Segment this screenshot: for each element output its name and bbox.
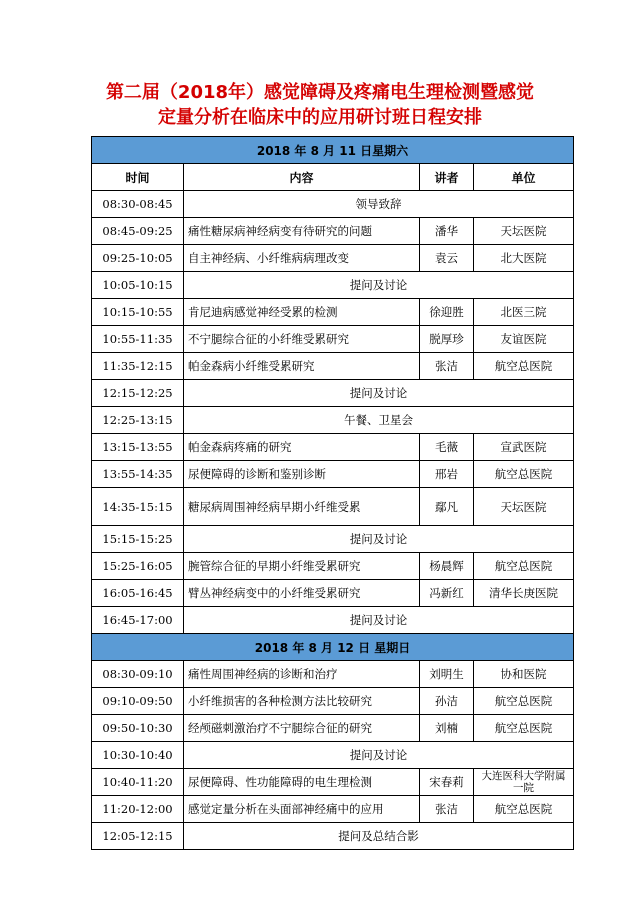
session-topic: 尿便障碍的诊断和鉴别诊断 xyxy=(184,461,420,488)
session-time: 09:10-09:50 xyxy=(92,688,184,715)
session-topic: 经颅磁刺激治疗不宁腿综合征的研究 xyxy=(184,715,420,742)
session-unit: 航空总医院 xyxy=(474,353,574,380)
table-row xyxy=(92,299,574,326)
session-time: 09:25-10:05 xyxy=(92,245,184,272)
session-topic: 自主神经病、小纤维病病理改变 xyxy=(184,245,420,272)
session-time: 10:15-10:55 xyxy=(92,299,184,326)
table-row xyxy=(92,272,574,299)
session-topic: 糖尿病周围神经病早期小纤维受累 xyxy=(184,488,420,526)
page-title xyxy=(0,80,640,130)
session-time: 10:55-11:35 xyxy=(92,326,184,353)
session-note: 午餐、卫星会 xyxy=(184,407,574,434)
session-unit: 清华长庚医院 xyxy=(474,580,574,607)
session-note: 领导致辞 xyxy=(184,191,574,218)
session-speaker: 宋春莉 xyxy=(420,769,474,796)
day-heading-row xyxy=(92,137,574,164)
session-topic: 小纤维损害的各种检测方法比较研究 xyxy=(184,688,420,715)
session-time: 10:30-10:40 xyxy=(92,742,184,769)
title-line-1: 第二届（2018年）感觉障碍及疼痛电生理检测暨感觉 xyxy=(105,82,535,103)
session-topic: 肯尼迪病感觉神经受累的检测 xyxy=(184,299,420,326)
session-time: 12:25-13:15 xyxy=(92,407,184,434)
session-unit: 航空总医院 xyxy=(474,796,574,823)
header-time: 时间 xyxy=(92,164,184,191)
table-row xyxy=(92,380,574,407)
session-time: 10:40-11:20 xyxy=(92,769,184,796)
table-row xyxy=(92,742,574,769)
session-time: 12:15-12:25 xyxy=(92,380,184,407)
session-topic: 帕金森病小纤维受累研究 xyxy=(184,353,420,380)
session-time: 15:25-16:05 xyxy=(92,553,184,580)
session-time: 16:05-16:45 xyxy=(92,580,184,607)
session-unit: 大连医科大学附属一院 xyxy=(474,769,574,796)
session-note: 提问及总结合影 xyxy=(184,823,574,850)
session-time: 09:50-10:30 xyxy=(92,715,184,742)
session-time: 14:35-15:15 xyxy=(92,488,184,526)
session-speaker: 袁云 xyxy=(420,245,474,272)
day-heading-row xyxy=(92,634,574,661)
session-speaker: 徐迎胜 xyxy=(420,299,474,326)
column-header-row xyxy=(92,164,574,191)
session-topic: 帕金森病疼痛的研究 xyxy=(184,434,420,461)
header-unit: 单位 xyxy=(474,164,574,191)
table-row xyxy=(92,526,574,553)
session-speaker: 冯新红 xyxy=(420,580,474,607)
session-note: 提问及讨论 xyxy=(184,380,574,407)
session-speaker: 刘明生 xyxy=(420,661,474,688)
table-row xyxy=(92,553,574,580)
session-unit: 航空总医院 xyxy=(474,715,574,742)
session-unit: 友谊医院 xyxy=(474,326,574,353)
session-time: 15:15-15:25 xyxy=(92,526,184,553)
session-unit: 北大医院 xyxy=(474,245,574,272)
session-time: 11:35-12:15 xyxy=(92,353,184,380)
session-note: 提问及讨论 xyxy=(184,272,574,299)
session-unit: 宣武医院 xyxy=(474,434,574,461)
header-speaker: 讲者 xyxy=(420,164,474,191)
table-row xyxy=(92,326,574,353)
session-note: 提问及讨论 xyxy=(184,607,574,634)
session-speaker: 毛薇 xyxy=(420,434,474,461)
session-time: 10:05-10:15 xyxy=(92,272,184,299)
session-time: 08:30-08:45 xyxy=(92,191,184,218)
table-row xyxy=(92,823,574,850)
session-speaker: 杨晨辉 xyxy=(420,553,474,580)
day-heading: 2018 年 8 月 11 日星期六 xyxy=(92,137,574,164)
session-time: 12:05-12:15 xyxy=(92,823,184,850)
session-time: 13:55-14:35 xyxy=(92,461,184,488)
session-unit: 航空总医院 xyxy=(474,553,574,580)
session-unit: 北医三院 xyxy=(474,299,574,326)
table-row xyxy=(92,434,574,461)
schedule-body xyxy=(92,137,574,850)
table-row xyxy=(92,488,574,526)
session-topic: 痛性周围神经病的诊断和治疗 xyxy=(184,661,420,688)
session-time: 11:20-12:00 xyxy=(92,796,184,823)
session-unit: 协和医院 xyxy=(474,661,574,688)
table-row xyxy=(92,353,574,380)
session-speaker: 脱厚珍 xyxy=(420,326,474,353)
table-row xyxy=(92,688,574,715)
title-line-2: 定量分析在临床中的应用研讨班日程安排 xyxy=(158,107,482,128)
session-speaker: 潘华 xyxy=(420,218,474,245)
table-row xyxy=(92,191,574,218)
session-unit: 天坛医院 xyxy=(474,488,574,526)
table-row xyxy=(92,580,574,607)
session-unit: 天坛医院 xyxy=(474,218,574,245)
table-row xyxy=(92,607,574,634)
table-row xyxy=(92,407,574,434)
session-topic: 痛性糖尿病神经病变有待研究的问题 xyxy=(184,218,420,245)
session-unit: 航空总医院 xyxy=(474,461,574,488)
session-time: 08:30-09:10 xyxy=(92,661,184,688)
table-row xyxy=(92,218,574,245)
session-topic: 臂丛神经病变中的小纤维受累研究 xyxy=(184,580,420,607)
session-topic: 不宁腿综合征的小纤维受累研究 xyxy=(184,326,420,353)
day-heading: 2018 年 8 月 12 日 星期日 xyxy=(92,634,574,661)
table-row xyxy=(92,245,574,272)
session-speaker: 张洁 xyxy=(420,353,474,380)
session-speaker: 鄢凡 xyxy=(420,488,474,526)
session-topic: 尿便障碍、性功能障碍的电生理检测 xyxy=(184,769,420,796)
session-note: 提问及讨论 xyxy=(184,742,574,769)
session-speaker: 邢岩 xyxy=(420,461,474,488)
session-speaker: 刘楠 xyxy=(420,715,474,742)
table-row xyxy=(92,796,574,823)
header-content: 内容 xyxy=(184,164,420,191)
table-row xyxy=(92,661,574,688)
session-topic: 感觉定量分析在头面部神经痛中的应用 xyxy=(184,796,420,823)
table-row xyxy=(92,715,574,742)
session-speaker: 张洁 xyxy=(420,796,474,823)
session-unit: 航空总医院 xyxy=(474,688,574,715)
table-row xyxy=(92,769,574,796)
session-time: 16:45-17:00 xyxy=(92,607,184,634)
session-topic: 腕管综合征的早期小纤维受累研究 xyxy=(184,553,420,580)
session-time: 13:15-13:55 xyxy=(92,434,184,461)
session-speaker: 孙洁 xyxy=(420,688,474,715)
schedule-table xyxy=(91,136,574,850)
session-note: 提问及讨论 xyxy=(184,526,574,553)
session-time: 08:45-09:25 xyxy=(92,218,184,245)
table-row xyxy=(92,461,574,488)
